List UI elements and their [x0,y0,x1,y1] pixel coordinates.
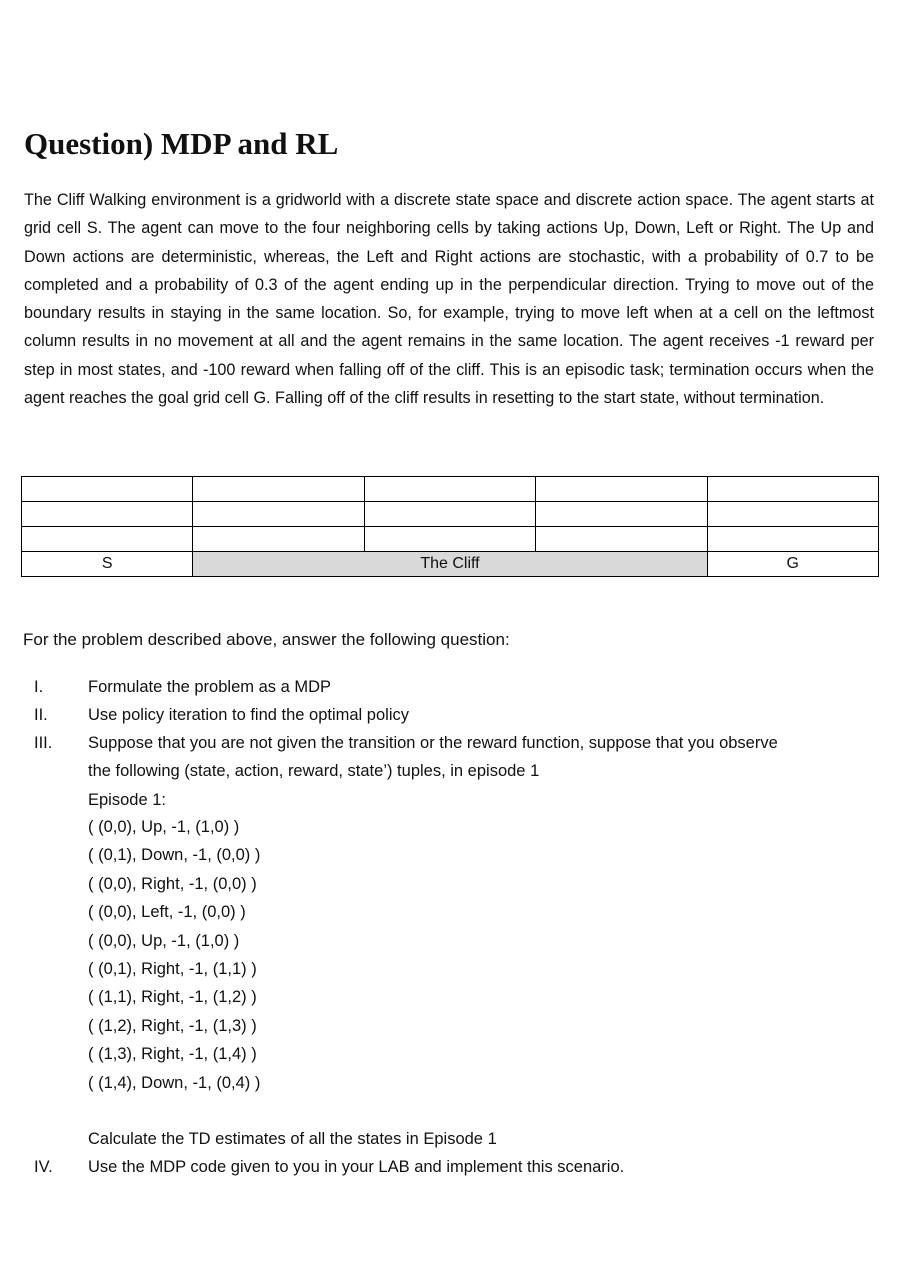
grid-cell [193,477,364,502]
grid-cell [364,477,535,502]
question-text [88,729,880,814]
question-text: Use the MDP code given to you in your LAB and implement this scenario. [88,1158,625,1176]
grid-row-bottom [22,552,879,577]
grid-cell [193,502,364,527]
question-number: III. [34,734,53,752]
grid-cell [22,477,193,502]
grid-cell [536,527,707,552]
page-title: Question) MDP and RL [24,126,339,161]
problem-description: The Cliff Walking environment is a gridworld with a discrete state space and discrete action space. The agent starts at grid cell S. The agent can move to the four neighboring cells by taking actions Up, Down, Left or Right. The Up and Down actions are deterministic, whereas, the Left and Right actions are stochastic, with a probability of 0.7 to be completed and a probability of 0.3 of the agent ending up in the perpendicular direction. Trying to move out of the boundary results in staying in the same location. So, for example, trying to move left when at a cell on the leftmost column results in no movement at all and the agent remains in the same location. The agent receives -1 reward per step in most states, and -100 reward when falling off of the cliff. This is an episodic task; termination occurs when the agent reaches the goal grid cell G. Falling off of the cliff results in resetting to the start state, without termination. [24,191,874,408]
question-line: Suppose that you are not given the transition or the reward function, suppose that you observe [88,734,778,752]
grid-cell [536,502,707,527]
grid-cell [536,477,707,502]
grid-cell [22,502,193,527]
tuple-item: ( (0,1), Down, -1, (0,0) ) [88,846,261,865]
question-text: Formulate the problem as a MDP [88,678,332,696]
episode-tuples [88,813,260,1097]
tuple-item: ( (0,1), Right, -1, (1,1) ) [88,960,257,979]
tuple-item: ( (1,3), Right, -1, (1,4) ) [88,1045,257,1064]
grid-cell [193,527,364,552]
question-number: I. [34,678,44,696]
grid-cell [364,502,535,527]
grid-row [22,502,879,527]
grid-cell [22,527,193,552]
goal-cell: G [707,552,878,577]
td-calculation-text: Calculate the TD estimates of all the states in Episode 1 [88,1130,497,1148]
cliff-grid [21,476,879,577]
grid-cell [707,502,878,527]
grid-row [22,527,879,552]
tuple-item: ( (0,0), Up, -1, (1,0) ) [88,931,240,950]
question-line: the following (state, action, reward, state’) tuples, in episode 1 [88,762,540,781]
question-text: Use policy iteration to find the optimal policy [88,706,409,724]
start-cell: S [22,552,193,577]
tuple-item: ( (0,0), Up, -1, (1,0) ) [88,818,240,836]
question-number: II. [34,706,48,724]
grid-cell [707,527,878,552]
grid-cell [364,527,535,552]
tuple-item: ( (1,1), Right, -1, (1,2) ) [88,988,257,1007]
grid-row [22,477,879,502]
question-number: IV. [34,1158,53,1176]
grid-cell [707,477,878,502]
tuple-item: ( (1,4), Down, -1, (0,4) ) [88,1073,261,1092]
tuple-item: ( (0,0), Left, -1, (0,0) ) [88,903,246,922]
cliff-cell: The Cliff [193,552,707,577]
episode-label: Episode 1: [88,790,166,809]
question-prompt: For the problem described above, answer the following question: [23,630,510,649]
tuple-item: ( (0,0), Right, -1, (0,0) ) [88,874,257,893]
tuple-item: ( (1,2), Right, -1, (1,3) ) [88,1016,257,1035]
